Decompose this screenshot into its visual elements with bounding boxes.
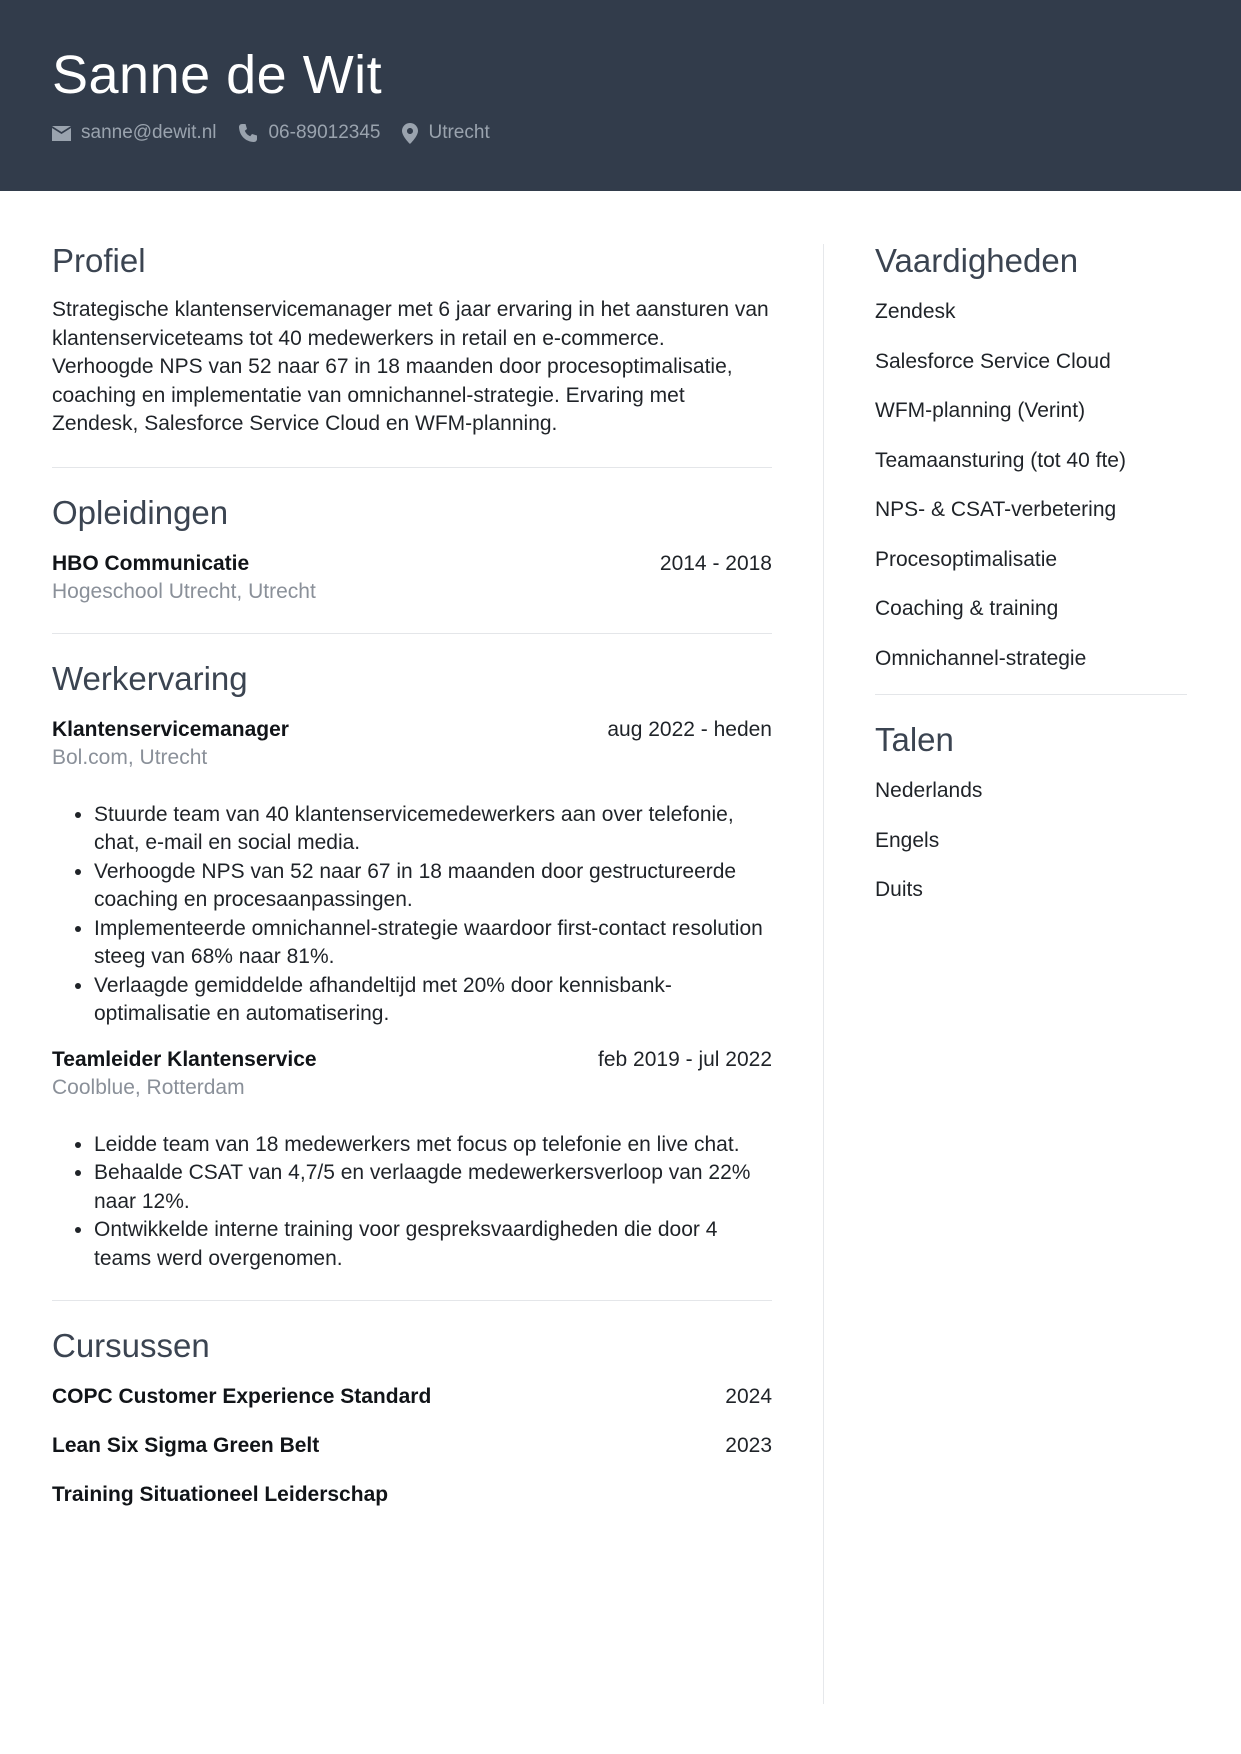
experience-row [52,1046,772,1074]
skill-item: Coaching & training [875,597,1059,620]
experience-item [52,1046,772,1274]
education-item [52,550,772,606]
bullet-item: • Ontwikkelde interne training voor gespreksvaardigheden die door 4 teams werd overgenomen. [94,1216,772,1273]
map-pin-icon [402,123,418,144]
course-year: 2024 [725,1385,772,1408]
education-row [52,550,772,578]
section-title-courses: Cursussen [52,1327,210,1364]
skill-item: WFM-planning (Verint) [875,399,1086,422]
experience-role: Teamleider Klantenservice [52,1047,317,1071]
skill-item: Teamaansturing (tot 40 fte) [875,448,1126,472]
contact-location [402,122,489,144]
language-item: Nederlands [875,779,983,802]
email-text: sanne@dewit.nl [81,122,217,143]
skill-item: Procesoptimalisatie [875,547,1058,571]
experience-section [52,656,772,1274]
experience-row [52,716,772,744]
course-row [52,1432,772,1460]
section-title-profile: Profiel [52,242,146,279]
skills-section [875,238,1187,673]
section-divider [875,694,1187,695]
bullet-item: • Verlaagde gemiddelde afhandeltijd met 20% door kennisbank-optimalisatie en automatisering. [94,972,772,1029]
profile-section [52,238,772,439]
skills-list [875,298,1187,673]
profile-text: Strategische klantenservicemanager met 6 jaar ervaring in het aansturen van klantenserviceteams tot 40 medewerkers in retail en e-commerce. Verhoogde NPS van 52 naar 67 in 18 maanden door procesoptimalisatie, coaching en implementatie van omnichannel-strategie. Ervaring met Zendesk, Salesforce Service Cloud en WFM-planning. [52,298,769,435]
experience-bullets [52,1131,772,1274]
section-title-experience: Werkervaring [52,659,248,697]
main-column [52,238,772,1509]
section-title-languages: Talen [875,721,954,758]
section-title-skills: Vaardigheden [875,242,1079,279]
languages-section [875,717,1187,904]
education-degree: HBO Communicatie [52,551,250,575]
skill-item: Zendesk [875,300,956,323]
experience-role: Klantenservicemanager [52,717,289,741]
side-column [875,238,1187,926]
courses-section [52,1323,772,1509]
bullet-item: • Stuurde team van 40 klantenservicemedewerkers aan over telefonie, chat, e-mail en social media. [94,801,772,858]
bullet-item: • Verhoogde NPS van 52 naar 67 in 18 maanden door gestructureerde coaching en procesaanpassingen. [94,858,772,915]
course-row [52,1481,772,1509]
section-divider [52,633,772,634]
bullet-item: • Implementeerde omnichannel-strategie waardoor first-contact resolution steeg van 68% naar 81%. [94,915,772,972]
course-row [52,1383,772,1411]
skill-item: NPS- & CSAT-verbetering [875,498,1117,521]
skill-item: Omnichannel-strategie [875,646,1087,670]
envelope-icon [52,126,71,141]
experience-company: Bol.com, Utrecht [52,745,208,769]
candidate-name: Sanne de Wit [52,45,383,105]
contact-email[interactable] [52,122,216,144]
experience-dates: aug 2022 - heden [607,717,772,741]
language-item: Engels [875,828,940,852]
column-divider [823,244,824,1704]
phone-text: 06-89012345 [268,122,381,143]
course-name: COPC Customer Experience Standard [52,1385,432,1408]
resume-header [0,0,1241,191]
section-divider [52,1300,772,1301]
education-school: Hogeschool Utrecht, Utrecht [52,579,316,603]
languages-list [875,777,1187,904]
experience-company: Coolblue, Rotterdam [52,1075,245,1099]
course-name: Lean Six Sigma Green Belt [52,1434,320,1457]
contact-phone[interactable] [238,122,380,144]
experience-dates: feb 2019 - jul 2022 [598,1047,772,1071]
education-dates: 2014 - 2018 [659,551,772,575]
bullet-item: • Behaalde CSAT van 4,7/5 en verlaagde medewerkersverloop van 22% naar 12%. [94,1159,772,1216]
contact-info [52,122,512,144]
location-text: Utrecht [428,122,490,143]
section-title-education: Opleidingen [52,493,229,531]
language-item: Duits [875,878,923,901]
bullet-item: • Leidde team van 18 medewerkers met focus op telefonie en live chat. [94,1131,772,1160]
phone-icon [238,123,258,143]
education-section [52,490,772,606]
course-year: 2023 [725,1434,772,1457]
skill-item: Salesforce Service Cloud [875,349,1111,373]
experience-item [52,716,772,1029]
experience-bullets [52,801,772,1029]
section-divider [52,467,772,468]
course-name: Training Situationeel Leiderschap [52,1483,389,1506]
